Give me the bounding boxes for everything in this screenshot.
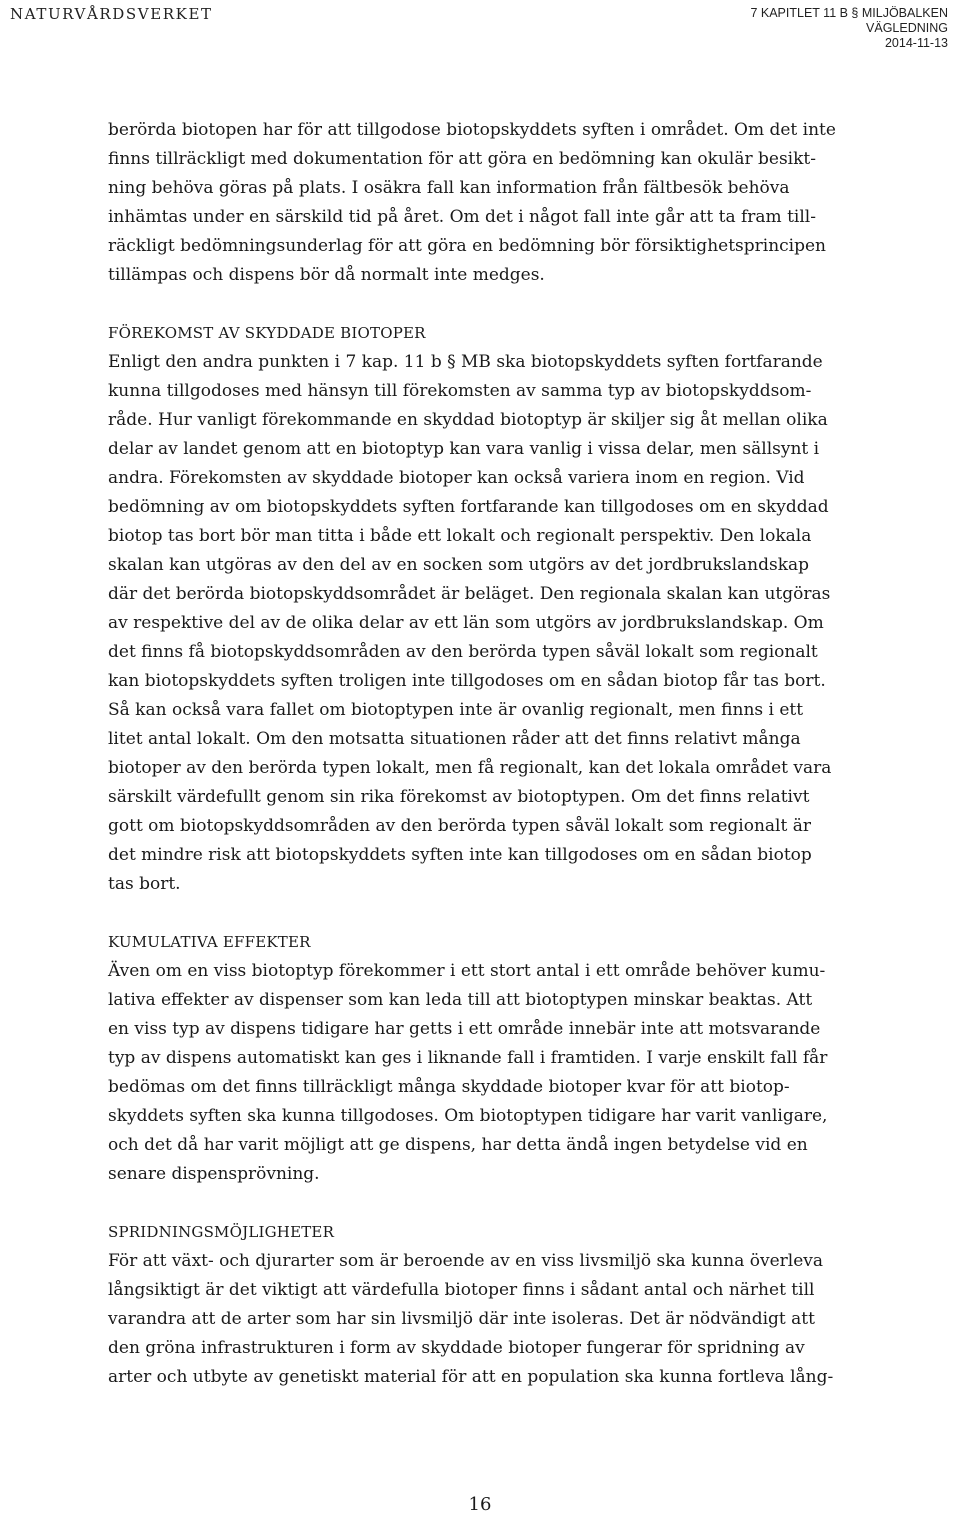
text-line: Även om en viss biotoptyp förekommer i ett stort antal i ett område behöver kumu- — [108, 961, 826, 981]
text-line: tas bort. — [108, 874, 181, 894]
text-line: kan biotopskyddets syften troligen inte tillgodoses om en sådan biotop får tas bort. — [108, 671, 826, 691]
section-paragraph — [108, 957, 848, 1189]
page-body — [108, 116, 848, 1392]
text-line: typ av dispens automatiskt kan ges i liknande fall i framtiden. I varje enskilt fall får — [108, 1048, 828, 1068]
text-line: bedömning av om biotopskyddets syften fortfarande kan tillgodoses om en skyddad — [108, 497, 829, 517]
text-line: där det berörda biotopskyddsområdet är beläget. Den regionala skalan kan utgöras — [108, 584, 831, 604]
text-line: bedömas om det finns tillräckligt många skyddade biotoper kvar för att biotop- — [108, 1077, 790, 1097]
text-line: senare dispensprövning. — [108, 1164, 320, 1184]
text-line: lativa effekter av dispenser som kan leda till att biotoptypen minskar beaktas. Att — [108, 990, 813, 1010]
section-forekomst — [108, 319, 848, 899]
section-heading: FÖREKOMST AV SKYDDADE BIOTOPER — [108, 324, 426, 342]
text-line: kunna tillgodoses med hänsyn till förekomsten av samma typ av biotopskyddsom- — [108, 381, 812, 401]
page-number: 16 — [468, 1494, 492, 1515]
text-line: särskilt värdefullt genom sin rika förekomst av biotoptypen. Om det finns relativt — [108, 787, 810, 807]
text-line: skyddets syften ska kunna tillgodoses. Om biotoptypen tidigare har varit vanligare, — [108, 1106, 828, 1126]
document-type: VÄGLEDNING — [866, 21, 948, 35]
section-spridning — [108, 1218, 848, 1392]
text-line: råde. Hur vanligt förekommande en skyddad biotoptyp är skiljer sig åt mellan olika — [108, 410, 828, 430]
text-line: det mindre risk att biotopskyddets syften inte kan tillgodoses om en sådan biotop — [108, 845, 812, 865]
text-line: arter och utbyte av genetiskt material för att en population ska kunna fortleva lång- — [108, 1367, 834, 1387]
text-line: gott om biotopskyddsområden av den berörda typen såväl lokalt som regionalt är — [108, 816, 811, 836]
text-line: inhämtas under en särskild tid på året. Om det i något fall inte går att ta fram till- — [108, 207, 816, 227]
text-line: det finns få biotopskyddsområden av den berörda typen såväl lokalt som regionalt — [108, 642, 818, 662]
section-paragraph — [108, 1247, 848, 1392]
text-line: delar av landet genom att en biotoptyp kan vara vanlig i vissa delar, men sällsynt i — [108, 439, 820, 459]
intro-paragraph — [108, 116, 848, 290]
text-line: biotop tas bort bör man titta i både ett lokalt och regionalt perspektiv. Den lokala — [108, 526, 812, 546]
text-line: av respektive del av de olika delar av ett län som utgörs av jordbrukslandskap. Om — [108, 613, 824, 633]
section-heading: KUMULATIVA EFFEKTER — [108, 933, 311, 951]
section-paragraph — [108, 348, 848, 899]
text-line: varandra att de arter som har sin livsmiljö där inte isoleras. Det är nödvändigt att — [108, 1309, 815, 1329]
text-line: tillämpas och dispens bör då normalt inte medges. — [108, 265, 545, 285]
text-line: litet antal lokalt. Om den motsatta situationen råder att det finns relativt många — [108, 729, 801, 749]
text-line: berörda biotopen har för att tillgodose biotopskyddets syften i området. Om det inte — [108, 120, 836, 140]
text-line: långsiktigt är det viktigt att värdefulla biotoper finns i sådant antal och närhet till — [108, 1280, 815, 1300]
document-date: 2014-11-13 — [884, 36, 948, 50]
text-line: Så kan också vara fallet om biotoptypen inte är ovanlig regionalt, men finns i ett — [108, 700, 804, 720]
section-kumulativa — [108, 928, 848, 1189]
text-line: biotoper av den berörda typen lokalt, men få regionalt, kan det lokala området vara — [108, 758, 832, 778]
org-name: NATURVÅRDSVERKET — [10, 5, 213, 23]
text-line: ning behöva göras på plats. I osäkra fall kan information från fältbesök behöva — [108, 178, 790, 198]
text-line: en viss typ av dispens tidigare har getts i ett område innebär inte att motsvarande — [108, 1019, 821, 1039]
section-heading: SPRIDNINGSMÖJLIGHETER — [108, 1223, 335, 1241]
text-line: räckligt bedömningsunderlag för att göra en bedömning bör försiktighetsprincipen — [108, 236, 827, 256]
text-line: För att växt- och djurarter som är beroende av en viss livsmiljö ska kunna överleva — [108, 1251, 824, 1271]
text-line: andra. Förekomsten av skyddade biotoper kan också variera inom en region. Vid — [108, 468, 805, 488]
text-line: skalan kan utgöras av den del av en socken som utgörs av det jordbrukslandskap — [108, 555, 810, 575]
text-line: den gröna infrastrukturen i form av skyddade biotoper fungerar för spridning av — [108, 1338, 805, 1358]
document-header-info — [750, 6, 948, 51]
chapter-reference: 7 KAPITLET 11 B § MILJÖBALKEN — [750, 6, 948, 20]
text-line: och det då har varit möjligt att ge dispens, har detta ändå ingen betydelse vid en — [108, 1135, 808, 1155]
text-line: Enligt den andra punkten i 7 kap. 11 b § MB ska biotopskyddets syften fortfarande — [108, 352, 823, 372]
text-line: finns tillräckligt med dokumentation för att göra en bedömning kan okulär besikt- — [108, 149, 816, 169]
